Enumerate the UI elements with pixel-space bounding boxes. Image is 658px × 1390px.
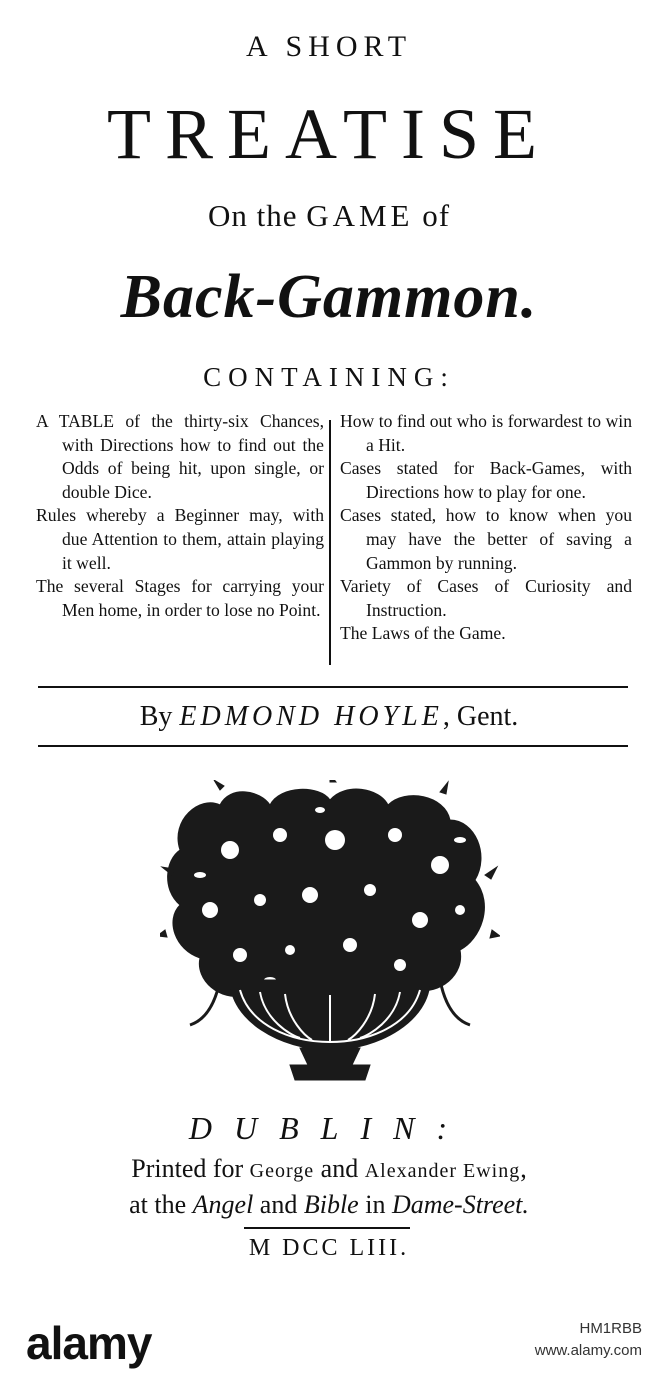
contents-entry: Variety of Cases of Curiosity and Instruction. — [340, 576, 632, 620]
address-in: in — [358, 1190, 392, 1219]
column-divider — [329, 420, 331, 665]
image-id-block — [535, 1318, 642, 1362]
printer-end: , — [520, 1154, 527, 1183]
contents-entry: Cases stated, how to know when you may have the better of saving a Gammon by running. — [340, 505, 632, 573]
title-of: of — [413, 198, 451, 233]
date-rule — [244, 1227, 410, 1229]
printer-george: George — [249, 1160, 315, 1182]
address-street: Dame-Street. — [391, 1190, 529, 1219]
contents-entry: How to find out who is forwardest to win a Hit. — [340, 411, 632, 455]
title-line-short: A SHORT — [245, 30, 413, 63]
byline-by: By — [139, 701, 180, 732]
address-angel: Angel — [192, 1190, 254, 1219]
imprint-place: DUBLIN: — [188, 1110, 470, 1146]
author-byline — [0, 701, 658, 733]
title-on-the: On the — [207, 198, 307, 233]
author-name: EDMOND HOYLE — [179, 701, 443, 732]
byline-suffix: , Gent. — [442, 701, 519, 732]
address-prefix: at the — [129, 1190, 193, 1219]
site-url[interactable]: www.alamy.com — [534, 1342, 642, 1359]
contents-entry: The Laws of the Game. — [340, 623, 506, 644]
image-id: HM1RBB — [579, 1320, 642, 1337]
alamy-logo[interactable]: alamy — [26, 1317, 152, 1369]
imprint-date: M DCC LIII. — [248, 1235, 410, 1261]
title-game-word: GAME — [306, 198, 414, 233]
rule-top — [38, 686, 628, 688]
contents-entry: The several Stages for carrying your Men home, in order to lose no Point. — [36, 576, 324, 620]
rule-bottom — [38, 745, 628, 747]
contents-entry: A TABLE of the thirty-six Chances, with Directions how to find out the Odds of being hit, upon single, or double Dice. — [36, 411, 324, 502]
containing-heading: CONTAINING: — [203, 362, 455, 392]
address-bible: Bible — [303, 1190, 359, 1219]
imprint-printer — [0, 1154, 658, 1184]
contents-right-column — [340, 410, 632, 646]
contents-left-column — [36, 410, 324, 622]
contents-entry: Rules whereby a Beginner may, with due Attention to them, attain playing it well. — [36, 505, 324, 573]
title-backgammon: Back-Gammon. — [120, 263, 538, 331]
address-and: and — [253, 1190, 304, 1219]
printer-alexander: Alexander Ewing — [364, 1160, 521, 1182]
title-line-treatise: TREATISE — [107, 94, 551, 174]
printer-and: and — [314, 1154, 365, 1183]
printer-prefix: Printed for — [131, 1154, 250, 1183]
contents-entry: Cases stated for Back-Games, with Directions how to play for one. — [340, 458, 632, 502]
flower-basket-icon — [160, 780, 500, 1085]
imprint-address — [0, 1190, 658, 1220]
title-line-game — [0, 198, 658, 234]
